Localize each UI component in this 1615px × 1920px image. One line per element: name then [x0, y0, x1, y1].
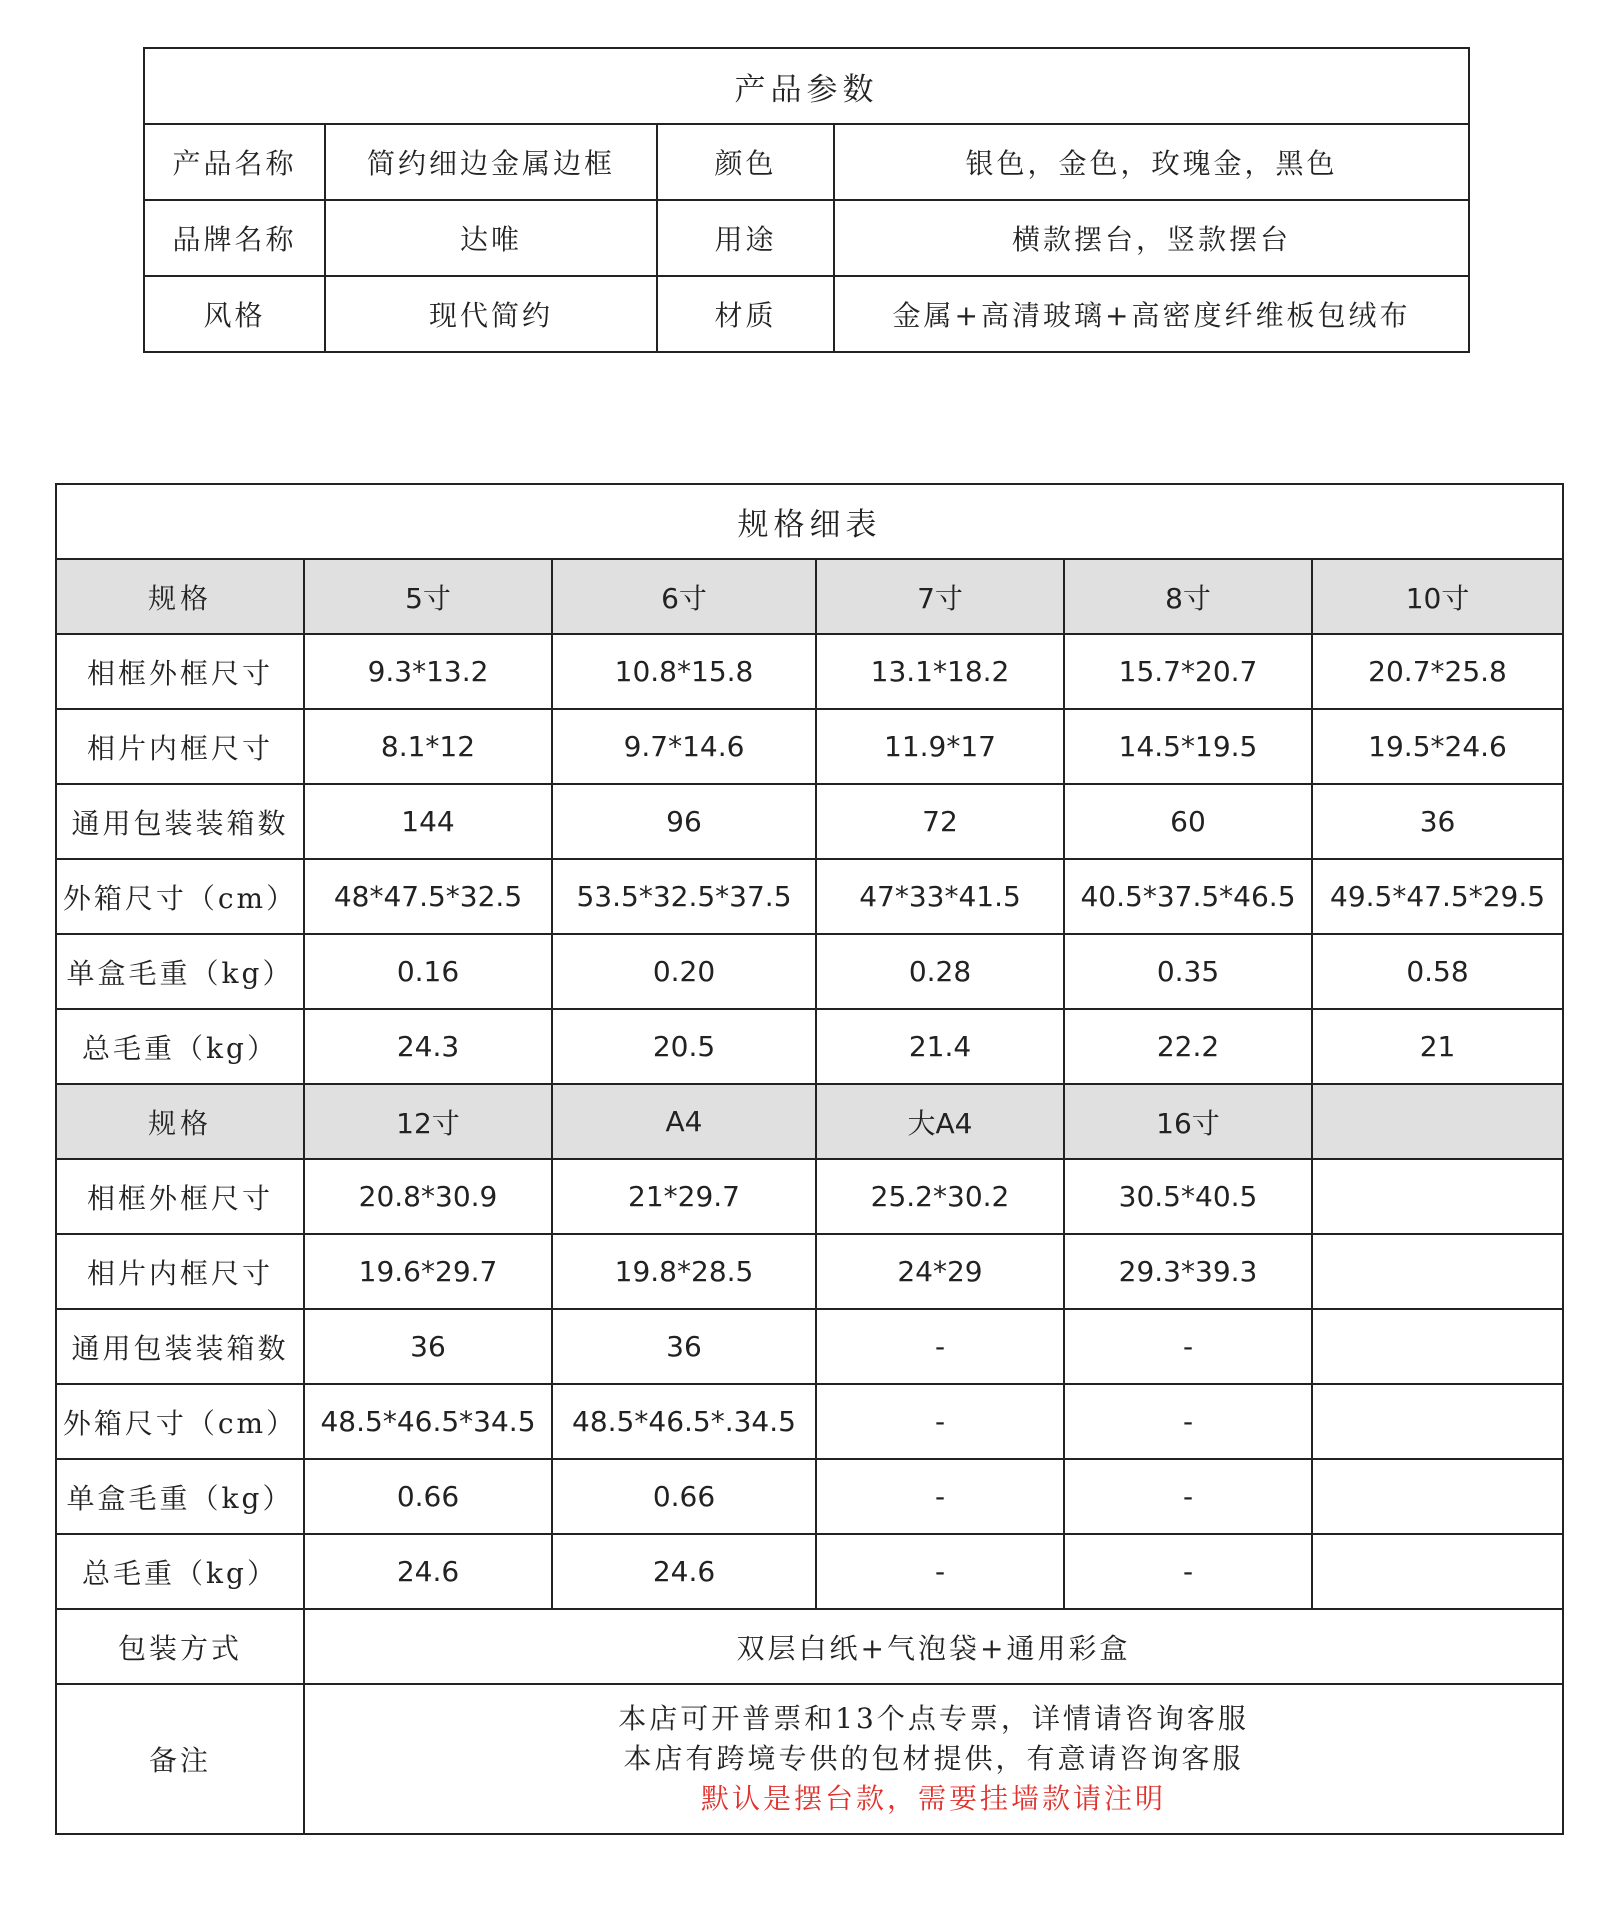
- params-row: [144, 276, 1469, 352]
- spec-cell: 20.5: [552, 1009, 816, 1084]
- spec-header-row: [56, 1084, 1563, 1159]
- spec-row-label: 单盒毛重（kg）: [56, 1459, 304, 1534]
- spec-cell: 48*47.5*32.5: [304, 859, 552, 934]
- spec-cell: 0.28: [816, 934, 1064, 1009]
- spec-cell: [1312, 1159, 1563, 1234]
- spec-row-label: 通用包装装箱数: [56, 784, 304, 859]
- spec-cell: 49.5*47.5*29.5: [1312, 859, 1563, 934]
- param-value: 达唯: [325, 200, 657, 276]
- spec-cell: 10.8*15.8: [552, 634, 816, 709]
- table-row: [56, 784, 1563, 859]
- spec-cell: 11.9*17: [816, 709, 1064, 784]
- spec-cell: 20.8*30.9: [304, 1159, 552, 1234]
- table-row: [56, 1384, 1563, 1459]
- param-label: 风格: [144, 276, 325, 352]
- spec-size-header: 大A4: [816, 1084, 1064, 1159]
- spec-cell: 96: [552, 784, 816, 859]
- spec-cell: 24.3: [304, 1009, 552, 1084]
- spec-cell: 60: [1064, 784, 1312, 859]
- spec-cell: -: [816, 1384, 1064, 1459]
- table-row: [56, 1459, 1563, 1534]
- spec-cell: [1312, 1459, 1563, 1534]
- spec-cell: -: [1064, 1459, 1312, 1534]
- spec-cell: 9.7*14.6: [552, 709, 816, 784]
- spec-row-label: 外箱尺寸（cm）: [56, 1384, 304, 1459]
- spec-cell: 22.2: [1064, 1009, 1312, 1084]
- spec-cell: 48.5*46.5*.34.5: [552, 1384, 816, 1459]
- spec-cell: -: [1064, 1309, 1312, 1384]
- packaging-row: [56, 1609, 1563, 1684]
- notes-line: 本店可开普票和13个点专票，详情请咨询客服: [618, 1702, 1249, 1735]
- spec-cell: 48.5*46.5*34.5: [304, 1384, 552, 1459]
- param-value: 简约细边金属边框: [325, 124, 657, 200]
- spec-size-header: 6寸: [552, 559, 816, 634]
- param-label: 材质: [657, 276, 834, 352]
- spec-cell: 9.3*13.2: [304, 634, 552, 709]
- spec-row-label: 通用包装装箱数: [56, 1309, 304, 1384]
- packaging-label: 包装方式: [56, 1609, 304, 1684]
- spec-size-header: [1312, 1084, 1563, 1159]
- param-value: 现代简约: [325, 276, 657, 352]
- notes-content: [304, 1684, 1563, 1834]
- param-label: 用途: [657, 200, 834, 276]
- spec-row-label: 相框外框尺寸: [56, 634, 304, 709]
- spec-cell: 36: [304, 1309, 552, 1384]
- table-row: [56, 709, 1563, 784]
- table-row: [56, 634, 1563, 709]
- param-label: 产品名称: [144, 124, 325, 200]
- spec-cell: [1312, 1309, 1563, 1384]
- spec-header-row: [56, 559, 1563, 634]
- spec-cell: 30.5*40.5: [1064, 1159, 1312, 1234]
- spec-size-header: 12寸: [304, 1084, 552, 1159]
- params-row: [144, 124, 1469, 200]
- spec-row-label: 总毛重（kg）: [56, 1009, 304, 1084]
- spec-cell: 0.58: [1312, 934, 1563, 1009]
- spec-header-label: 规格: [56, 559, 304, 634]
- notes-row: [56, 1684, 1563, 1834]
- spec-cell: 19.5*24.6: [1312, 709, 1563, 784]
- spec-cell: -: [816, 1459, 1064, 1534]
- spec-cell: -: [1064, 1384, 1312, 1459]
- spec-cell: [1312, 1384, 1563, 1459]
- table-row: [56, 1534, 1563, 1609]
- spec-cell: 36: [1312, 784, 1563, 859]
- table-row: [56, 1309, 1563, 1384]
- spec-cell: 19.8*28.5: [552, 1234, 816, 1309]
- spec-row-label: 单盒毛重（kg）: [56, 934, 304, 1009]
- spec-cell: 36: [552, 1309, 816, 1384]
- param-label: 颜色: [657, 124, 834, 200]
- spec-size-header: 7寸: [816, 559, 1064, 634]
- spec-cell: 29.3*39.3: [1064, 1234, 1312, 1309]
- spec-size-header: 8寸: [1064, 559, 1312, 634]
- spec-cell: 21.4: [816, 1009, 1064, 1084]
- spec-cell: 15.7*20.7: [1064, 634, 1312, 709]
- spec-cell: 24*29: [816, 1234, 1064, 1309]
- param-label: 品牌名称: [144, 200, 325, 276]
- spec-cell: 8.1*12: [304, 709, 552, 784]
- table-row: [56, 934, 1563, 1009]
- spec-row-label: 总毛重（kg）: [56, 1534, 304, 1609]
- spec-cell: 0.66: [304, 1459, 552, 1534]
- spec-cell: 19.6*29.7: [304, 1234, 552, 1309]
- spec-size-header: 16寸: [1064, 1084, 1312, 1159]
- spec-cell: -: [1064, 1534, 1312, 1609]
- spec-cell: 20.7*25.8: [1312, 634, 1563, 709]
- table-row: [56, 859, 1563, 934]
- spec-cell: 47*33*41.5: [816, 859, 1064, 934]
- param-value: 横款摆台，竖款摆台: [834, 200, 1469, 276]
- param-value: 金属+高清玻璃+高密度纤维板包绒布: [834, 276, 1469, 352]
- table-row: [56, 1009, 1563, 1084]
- product-params-title: 产品参数: [144, 48, 1469, 124]
- params-row: [144, 200, 1469, 276]
- spec-size-header: 5寸: [304, 559, 552, 634]
- notes-line: 本店有跨境专供的包材提供，有意请咨询客服: [623, 1742, 1244, 1775]
- spec-cell: 14.5*19.5: [1064, 709, 1312, 784]
- spec-row-label: 外箱尺寸（cm）: [56, 859, 304, 934]
- spec-row-label: 相片内框尺寸: [56, 709, 304, 784]
- spec-cell: 72: [816, 784, 1064, 859]
- param-value: 银色，金色，玫瑰金，黑色: [834, 124, 1469, 200]
- spec-cell: 25.2*30.2: [816, 1159, 1064, 1234]
- spec-cell: 0.66: [552, 1459, 816, 1534]
- notes-label: 备注: [56, 1684, 304, 1834]
- spec-cell: 40.5*37.5*46.5: [1064, 859, 1312, 934]
- packaging-value: 双层白纸+气泡袋+通用彩盒: [304, 1609, 1563, 1684]
- spec-cell: [1312, 1234, 1563, 1309]
- spec-table-title: 规格细表: [56, 484, 1563, 559]
- spec-cell: -: [816, 1309, 1064, 1384]
- spec-cell: 0.20: [552, 934, 816, 1009]
- spec-header-label: 规格: [56, 1084, 304, 1159]
- spec-cell: 21: [1312, 1009, 1563, 1084]
- spec-cell: 53.5*32.5*37.5: [552, 859, 816, 934]
- spec-table: [55, 483, 1564, 1835]
- spec-cell: 13.1*18.2: [816, 634, 1064, 709]
- spec-size-header: A4: [552, 1084, 816, 1159]
- spec-cell: 24.6: [552, 1534, 816, 1609]
- spec-cell: 144: [304, 784, 552, 859]
- table-row: [56, 1159, 1563, 1234]
- spec-size-header: 10寸: [1312, 559, 1563, 634]
- spec-row-label: 相框外框尺寸: [56, 1159, 304, 1234]
- notes-line-red: 默认是摆台款，需要挂墙款请注明: [701, 1782, 1167, 1815]
- spec-cell: 0.16: [304, 934, 552, 1009]
- spec-cell: 21*29.7: [552, 1159, 816, 1234]
- spec-row-label: 相片内框尺寸: [56, 1234, 304, 1309]
- product-params-table: [143, 47, 1470, 353]
- spec-cell: 24.6: [304, 1534, 552, 1609]
- spec-cell: 0.35: [1064, 934, 1312, 1009]
- spec-cell: [1312, 1534, 1563, 1609]
- table-row: [56, 1234, 1563, 1309]
- spec-cell: -: [816, 1534, 1064, 1609]
